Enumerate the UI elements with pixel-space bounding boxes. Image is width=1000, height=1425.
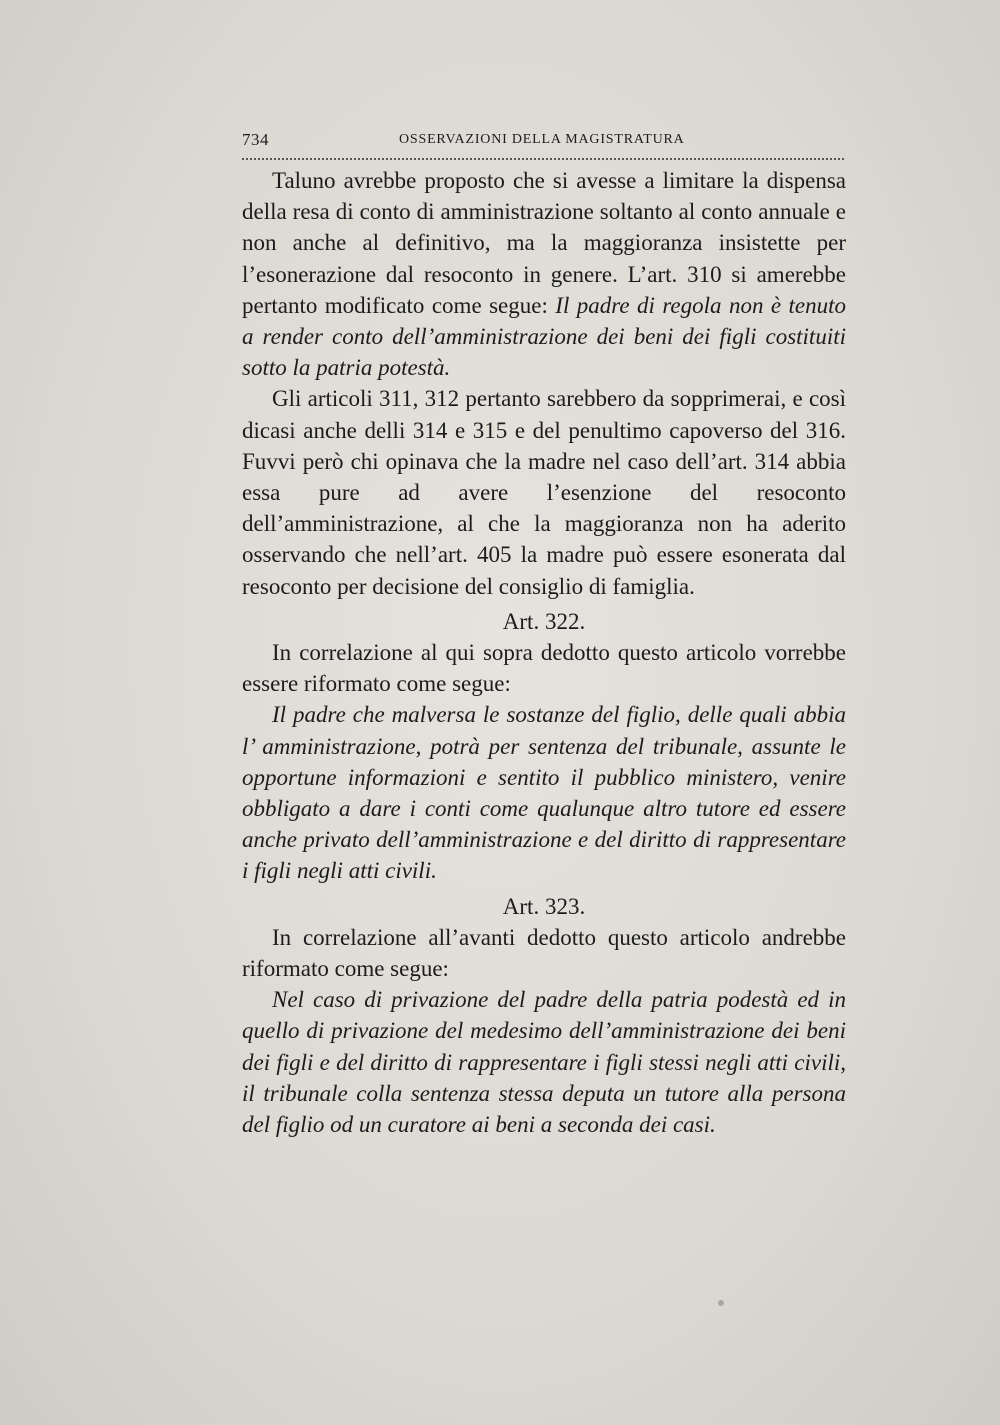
article-322-intro: In correlazione al qui sopra dedotto questo articolo vorrebbe essere riformato come segue:: [242, 640, 846, 697]
running-head: OSSERVAZIONI DELLA MAGISTRATURA: [399, 132, 685, 147]
article-322-heading: Art. 322.: [502, 608, 586, 634]
article-323-proposal: Nel caso di privazione del padre della patria podestà ed in quello di privazione del medesimo dell’amministrazione dei beni dei figli e del diritto di rappresentare i figli stessi negli atti civili, il tribunale colla sentenza stessa deputa un tutore alla persona del figlio od un curatore ai beni a seconda dei casi.: [242, 987, 846, 1138]
paragraph-art-310: [242, 165, 846, 383]
page-number: 734: [242, 130, 269, 149]
article-322-proposal: Il padre che malversa le sostanze del figlio, delle quali abbia l’ amministrazione, potrà per sentenza del tribunale, assunte le opportune informazioni e sentito il pubblico ministero, venire obbligato a dare i conti come qualunque altro tutore ed essere anche privato dell’amministrazione e del diritto di rappresentare i figli negli atti civili.: [242, 702, 846, 884]
paragraph-art-310-text: Taluno avrebbe proposto che si avesse a limitare la dispensa della resa di conto di amministrazione soltanto al conto annuale e non anche al definitivo, ma la maggioranza insistette per l’esonerazione dal resoconto in genere. L’art. 310 si amerebbe pertanto modificato come segue:: [242, 168, 846, 318]
paragraph-articles-311-316: Gli articoli 311, 312 pertanto sarebbero da sopprimerai, e così dicasi anche delli 314 e 315 e del penultimo capoverso del 316. Fuvvi però chi opinava che la madre nel caso dell’art. 314 abbia essa pure ad avere l’esenzione del resoconto dell’amministrazione, al che la maggioranza non ha aderito osservando che nell’art. 405 la madre può essere esonerata dal resoconto per decisione del consiglio di famiglia.: [242, 386, 846, 599]
article-323-heading: Art. 323.: [502, 893, 586, 919]
article-310-proposal: Il padre di regola non è tenuto a render conto dell’amministrazione dei beni dei figli costituiti sotto la patria potestà.: [242, 292, 846, 381]
page-header: [242, 128, 844, 160]
article-323-intro: In correlazione all’avanti dedotto questo articolo andrebbe riformato come segue:: [242, 924, 846, 982]
body-text: [242, 165, 846, 1140]
ink-speck: [718, 1300, 724, 1306]
